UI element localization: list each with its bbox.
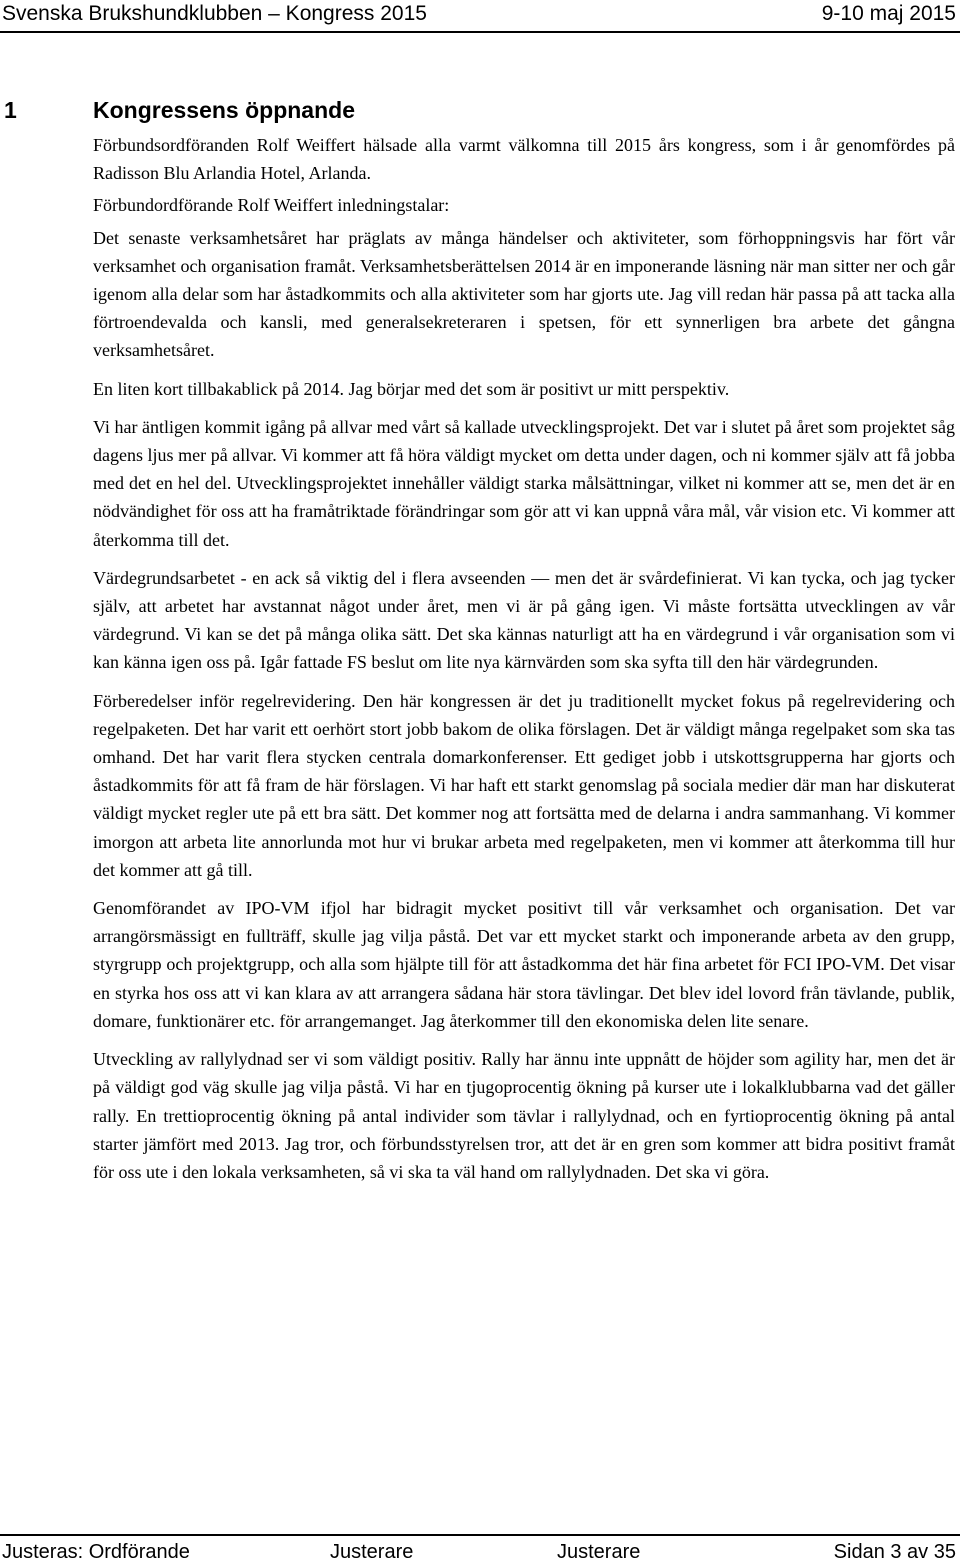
header-date: 9-10 maj 2015 [821,2,956,25]
footer-chair-signoff: Justeras: Ordförande [2,1541,190,1563]
paragraph: Förbundordförande Rolf Weiffert inledningstalar: [93,195,450,216]
footer-divider [0,1534,960,1536]
paragraph: Förberedelser inför regelrevidering. Den här kongressen är det ju traditionellt mycket fokus på regelrevidering och regelpaketen. Det har varit ett oerhört stort jobb bakom de olika förslagen. Det är väldigt många regelpaket som ska tas omhand. Det har varit flera stycken centrala domarkonferenser. Ett gediget jobb i utskottsgrupperna har gjorts och åstadkommits för att få fram de här förslagen. Vi har haft ett starkt genomslag på sociala medier där man har diskuterat väldigt mycket regler ute på ett bra sätt. Det kommer nog att fortsätta med de delarna i andra sammanhang. Vi kommer imorgon att arbeta lite annorlunda mot hur vi brukar arbeta med regelpaketen, men vi kommer att återkomma till hur det kommer att gå till. [93,690,955,880]
section-number: 1 [4,97,17,123]
header-title: Svenska Brukshundklubben – Kongress 2015 [2,2,427,25]
paragraph: En liten kort tillbakablick på 2014. Jag börjar med det som är positivt ur mitt perspektiv. [93,378,730,399]
paragraph: Värdegrundsarbetet - en ack så viktig del i flera avseenden — men det är svårdefinierat. Vi kan tycka, och jag tycker själv, att arbetet har avstannat något under året, men vi är på gång igen. Vi måste fortsätta utvecklingen av vår värdegrund. Vi kan se det på många olika sätt. Det ska kännas naturligt att ha en värdegrund i vår organisation som vi kan känna igen oss på. Igår fattade FS beslut om lite nya kärnvärden som ska syfta till den här värdegrunden. [93,567,955,673]
footer-adjuster-1: Justerare [330,1541,414,1563]
document-body [93,131,955,1196]
paragraph: Genomförandet av IPO-VM ifjol har bidragit mycket positivt till vår verksamhet och organisation. Det var arrangörsmässigt en fullträff, skulle jag vilja påstå. Det var ett mycket starkt och imponerande arbeta av den grupp, styrgrupp och projektgrupp, och alla som hjälpte till för att åstadkomma det här fina arbetet för FCI IPO-VM. Det visar en styrka hos oss att vi kan klara av att arrangera sådana här stora tävlingar. Det blev idel lovord från tävlande, publik, domare, funktionärer etc. för arrangemanget. Jag återkommer till den ekonomiska delen lite senare. [93,898,955,1031]
page-number: Sidan 3 av 35 [833,1541,956,1563]
header-divider [0,31,960,33]
paragraph: Det senaste verksamhetsåret har präglats av många händelser och aktiviteter, som förhoppningsvis har fört vår verksamhet och organisation framåt. Verksamhetsberättelsen 2014 är en imponerande läsning när man sitter ner och går igenom alla delar som har åstadkommits och alla aktiviteter som har gjorts ute. Jag vill redan här passa på att tacka alla förtroendevalda och kansli, med generalsekreteraren i spetsen, för ett synnerligen bra arbete det gångna verksamhetsåret. [93,227,955,361]
paragraph: Utveckling av rallylydnad ser vi som väldigt positiv. Rally har ännu inte uppnått de höjder som agility har, men det är på väldigt god väg skulle jag vilja påstå. Vi har en tjugoprocentig ökning på kurser ute i lokalklubbarna vad det gäller rally. En trettioprocentig ökning på antal individer som tävlar i rallylydnad, och en fyrtioprocentig ökning på antal starter jämfört med 2013. Jag tror, och förbundsstyrelsen tror, att det är en gren som kommer att bidra positivt framåt för oss ute i den lokala verksamheten, så vi ska ta väl hand om rallylydnaden. Det ska vi göra. [93,1049,955,1182]
paragraph: Förbundsordföranden Rolf Weiffert hälsade alla varmt välkomna till 2015 års kongress, som i år genomfördes på Radisson Blu Arlandia Hotel, Arlanda. [93,135,955,184]
section-title: Kongressens öppnande [93,97,355,123]
footer-adjuster-2: Justerare [557,1541,641,1563]
page-header [0,0,960,30]
paragraph: Vi har äntligen kommit igång på allvar med vårt så kallade utvecklingsprojekt. Det var i slutet på året som projektet såg dagens ljus mer på allvar. Vi kommer att få höra väldigt mycket om detta under dagen, och ni kommer själv att få jobba med det en hel del. Utvecklingsprojektet innehåller väldigt starka målsättningar, vilket ni kommer att se, men det är en nödvändighet för oss att ha framåtriktade förändringar som gör att vi kan uppnå våra mål, vår vision etc. Vi kommer att återkomma till det. [93,416,955,550]
page-footer [0,1539,960,1563]
